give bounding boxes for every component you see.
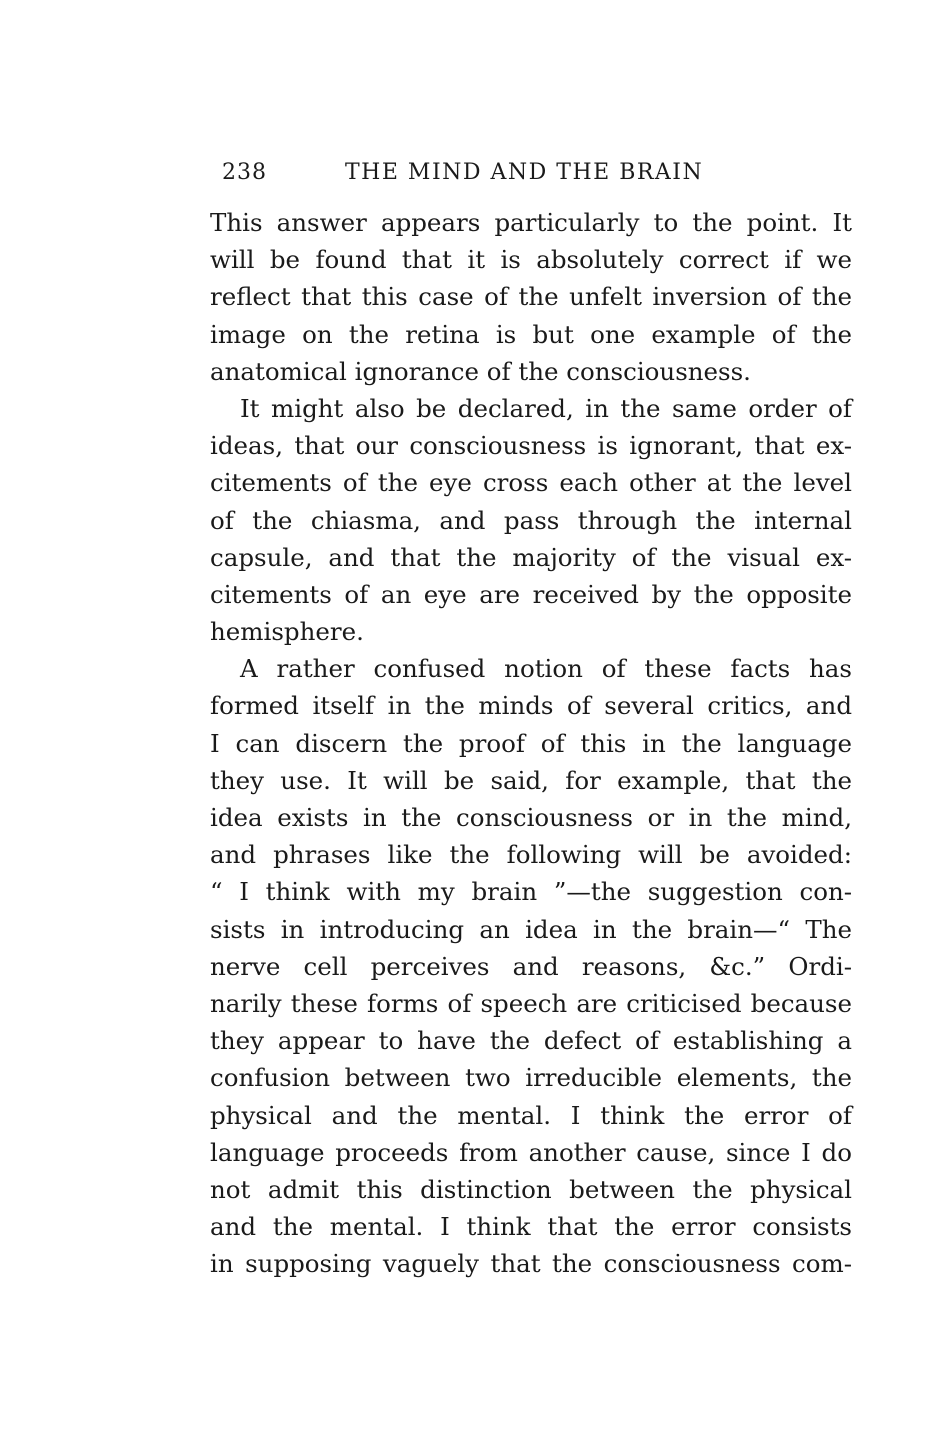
text-line: not admit this distinction between the physical bbox=[210, 1174, 852, 1204]
text-line: they use. It will be said, for example, that the bbox=[210, 765, 852, 795]
page-header bbox=[222, 160, 732, 190]
body-text bbox=[210, 204, 852, 1282]
text-line: image on the retina is but one example of the bbox=[210, 319, 852, 349]
text-line: I can discern the proof of this in the language bbox=[210, 728, 852, 758]
text-line: physical and the mental. I think the error of bbox=[210, 1100, 852, 1130]
text-line: nerve cell perceives and reasons, &c.” Ordi- bbox=[210, 951, 852, 981]
text-line: It might also be declared, in the same order of bbox=[240, 393, 852, 423]
text-line: A rather confused notion of these facts has bbox=[240, 654, 852, 684]
text-line: citements of an eye are received by the opposite bbox=[210, 579, 852, 609]
text-line: of the chiasma, and pass through the internal bbox=[210, 505, 852, 535]
paragraph bbox=[210, 390, 852, 650]
text-line: formed itself in the minds of several critics, and bbox=[210, 691, 852, 721]
text-line: and phrases like the following will be avoided: bbox=[210, 840, 852, 870]
text-line: capsule, and that the majority of the visual ex- bbox=[210, 542, 852, 572]
paragraph bbox=[210, 650, 852, 1282]
text-line: citements of the eye cross each other at the level bbox=[210, 468, 852, 498]
text-line: narily these forms of speech are criticised because bbox=[210, 988, 852, 1018]
text-line: ideas, that our consciousness is ignorant, that ex- bbox=[210, 431, 852, 461]
text-line: will be found that it is absolutely correct if we bbox=[210, 245, 852, 275]
text-line: confusion between two irreducible elements, the bbox=[210, 1063, 852, 1093]
text-line: and the mental. I think that the error consists bbox=[210, 1212, 852, 1242]
text-line: language proceeds from another cause, since I do bbox=[210, 1137, 852, 1167]
paragraph bbox=[210, 204, 852, 390]
text-line: anatomical ignorance of the consciousness. bbox=[210, 356, 751, 386]
text-line: hemisphere. bbox=[210, 617, 364, 647]
text-line: in supposing vaguely that the consciousness com- bbox=[210, 1249, 852, 1279]
text-line: reflect that this case of the unfelt inversion of the bbox=[210, 282, 852, 312]
text-line: “ I think with my brain ”—the suggestion con- bbox=[210, 877, 852, 907]
text-line: idea exists in the consciousness or in the mind, bbox=[210, 803, 852, 832]
running-title: THE MIND AND THE BRAIN bbox=[345, 160, 704, 185]
text-line: they appear to have the defect of establishing a bbox=[210, 1026, 852, 1056]
page-number: 238 bbox=[222, 160, 267, 185]
text-line: This answer appears particularly to the point. It bbox=[210, 208, 852, 237]
text-line: sists in introducing an idea in the brain—“ The bbox=[210, 914, 852, 944]
